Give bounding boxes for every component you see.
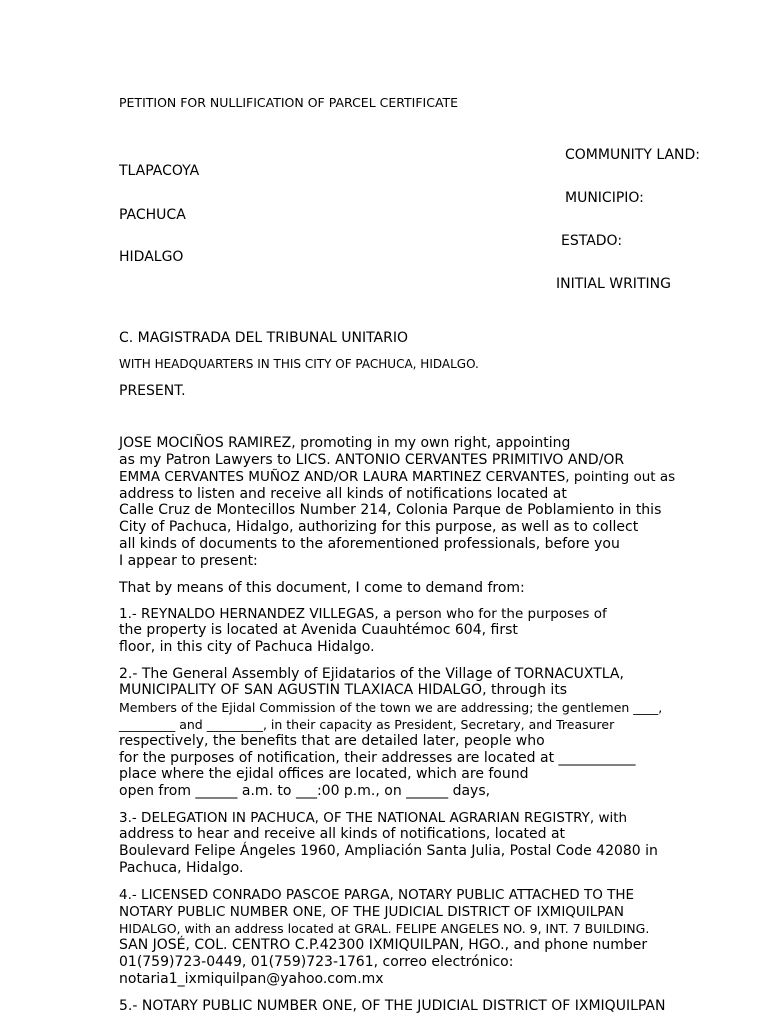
item-1-line: floor, in this city of Pachuca Hidalgo. (119, 639, 375, 655)
item-5-line: 5.- NOTARY PUBLIC NUMBER ONE, OF THE JUDICIAL DISTRICT OF IXMIQUILPAN (119, 998, 666, 1014)
estado-value: HIDALGO (119, 249, 184, 265)
item-3-line: 3.- DELEGATION IN PACHUCA, OF THE NATIONAL AGRARIAN REGISTRY, with (119, 810, 628, 826)
item-3-line: address to hear and receive all kinds of notifications, located at (119, 826, 566, 842)
estado-label: ESTADO: (561, 233, 623, 249)
item-1-line: 1.- REYNALDO HERNANDEZ VILLEGAS, a person who for the purposes of (119, 606, 607, 622)
item-1-line: the property is located at Avenida Cuauhtémoc 604, first (119, 622, 518, 638)
item-2-line: 2.- The General Assembly of Ejidatarios of the Village of TORNACUXTLA, (119, 666, 624, 682)
intro-line: all kinds of documents to the aforementioned professionals, before you (119, 536, 620, 552)
intro-line: City of Pachuca, Hidalgo, authorizing for this purpose, as well as to collect (119, 519, 639, 535)
writing-type: INITIAL WRITING (556, 276, 671, 292)
intro-line: address to listen and receive all kinds of notifications located at (119, 486, 567, 502)
item-2-line: _________ and _________, in their capacity as President, Secretary, and Treasurer (119, 717, 615, 732)
item-2-line: MUNICIPALITY OF SAN AGUSTIN TLAXIACA HIDALGO, through its (119, 682, 568, 698)
intro-line: Calle Cruz de Montecillos Number 214, Colonia Parque de Poblamiento in this (119, 502, 662, 518)
addressee-line-2: WITH HEADQUARTERS IN THIS CITY OF PACHUCA, HIDALGO. (119, 357, 479, 371)
item-4-line: 01(759)723-0449, 01(759)723-1761, correo electrónico: (119, 954, 514, 970)
intro-line: I appear to present: (119, 553, 258, 569)
item-4-line: notaria1_ixmiquilpan@yahoo.com.mx (119, 971, 384, 987)
item-4-line: HIDALGO, with an address located at GRAL. FELIPE ANGELES NO. 9, INT. 7 BUILDING. (119, 921, 650, 936)
item-3-line: Boulevard Felipe Ángeles 1960, Ampliación Santa Julia, Postal Code 42080 in (119, 843, 658, 859)
document-title: PETITION FOR NULLIFICATION OF PARCEL CERTIFICATE (119, 95, 459, 110)
addressee-line-3: PRESENT. (119, 383, 186, 399)
item-4-line: 4.- LICENSED CONRADO PASCOE PARGA, NOTARY PUBLIC ATTACHED TO THE (119, 887, 635, 903)
item-4-line: NOTARY PUBLIC NUMBER ONE, OF THE JUDICIAL DISTRICT OF IXMIQUILPAN (119, 904, 624, 920)
item-2-line: place where the ejidal offices are located, which are found (119, 766, 529, 782)
item-4-line: SAN JOSÉ, COL. CENTRO C.P.42300 IXMIQUILPAN, HGO., and phone number (119, 937, 648, 953)
community-land-label: COMMUNITY LAND: (565, 147, 701, 163)
intro-line: as my Patron Lawyers to LICS. ANTONIO CERVANTES PRIMITIVO AND/OR (119, 452, 625, 468)
item-2-line: for the purposes of notification, their addresses are located at ___________ (119, 750, 636, 766)
item-3-line: Pachuca, Hidalgo. (119, 860, 244, 876)
item-2-line: respectively, the benefits that are detailed later, people who (119, 733, 545, 749)
municipio-value: PACHUCA (119, 207, 186, 223)
item-2-line: Members of the Ejidal Commission of the town we are addressing; the gentlemen ____, (119, 700, 663, 715)
demand-line: That by means of this document, I come to demand from: (119, 580, 525, 596)
municipio-label: MUNICIPIO: (565, 190, 644, 206)
item-2-line: open from ______ a.m. to ___:00 p.m., on ______ days, (119, 783, 491, 799)
intro-line: JOSE MOCIÑOS RAMIREZ, promoting in my own right, appointing (119, 435, 571, 451)
community-land-value: TLAPACOYA (119, 163, 200, 179)
intro-line: EMMA CERVANTES MUÑOZ AND/OR LAURA MARTINEZ CERVANTES, pointing out as (119, 469, 676, 485)
addressee-line-1: C. MAGISTRADA DEL TRIBUNAL UNITARIO (119, 330, 409, 346)
